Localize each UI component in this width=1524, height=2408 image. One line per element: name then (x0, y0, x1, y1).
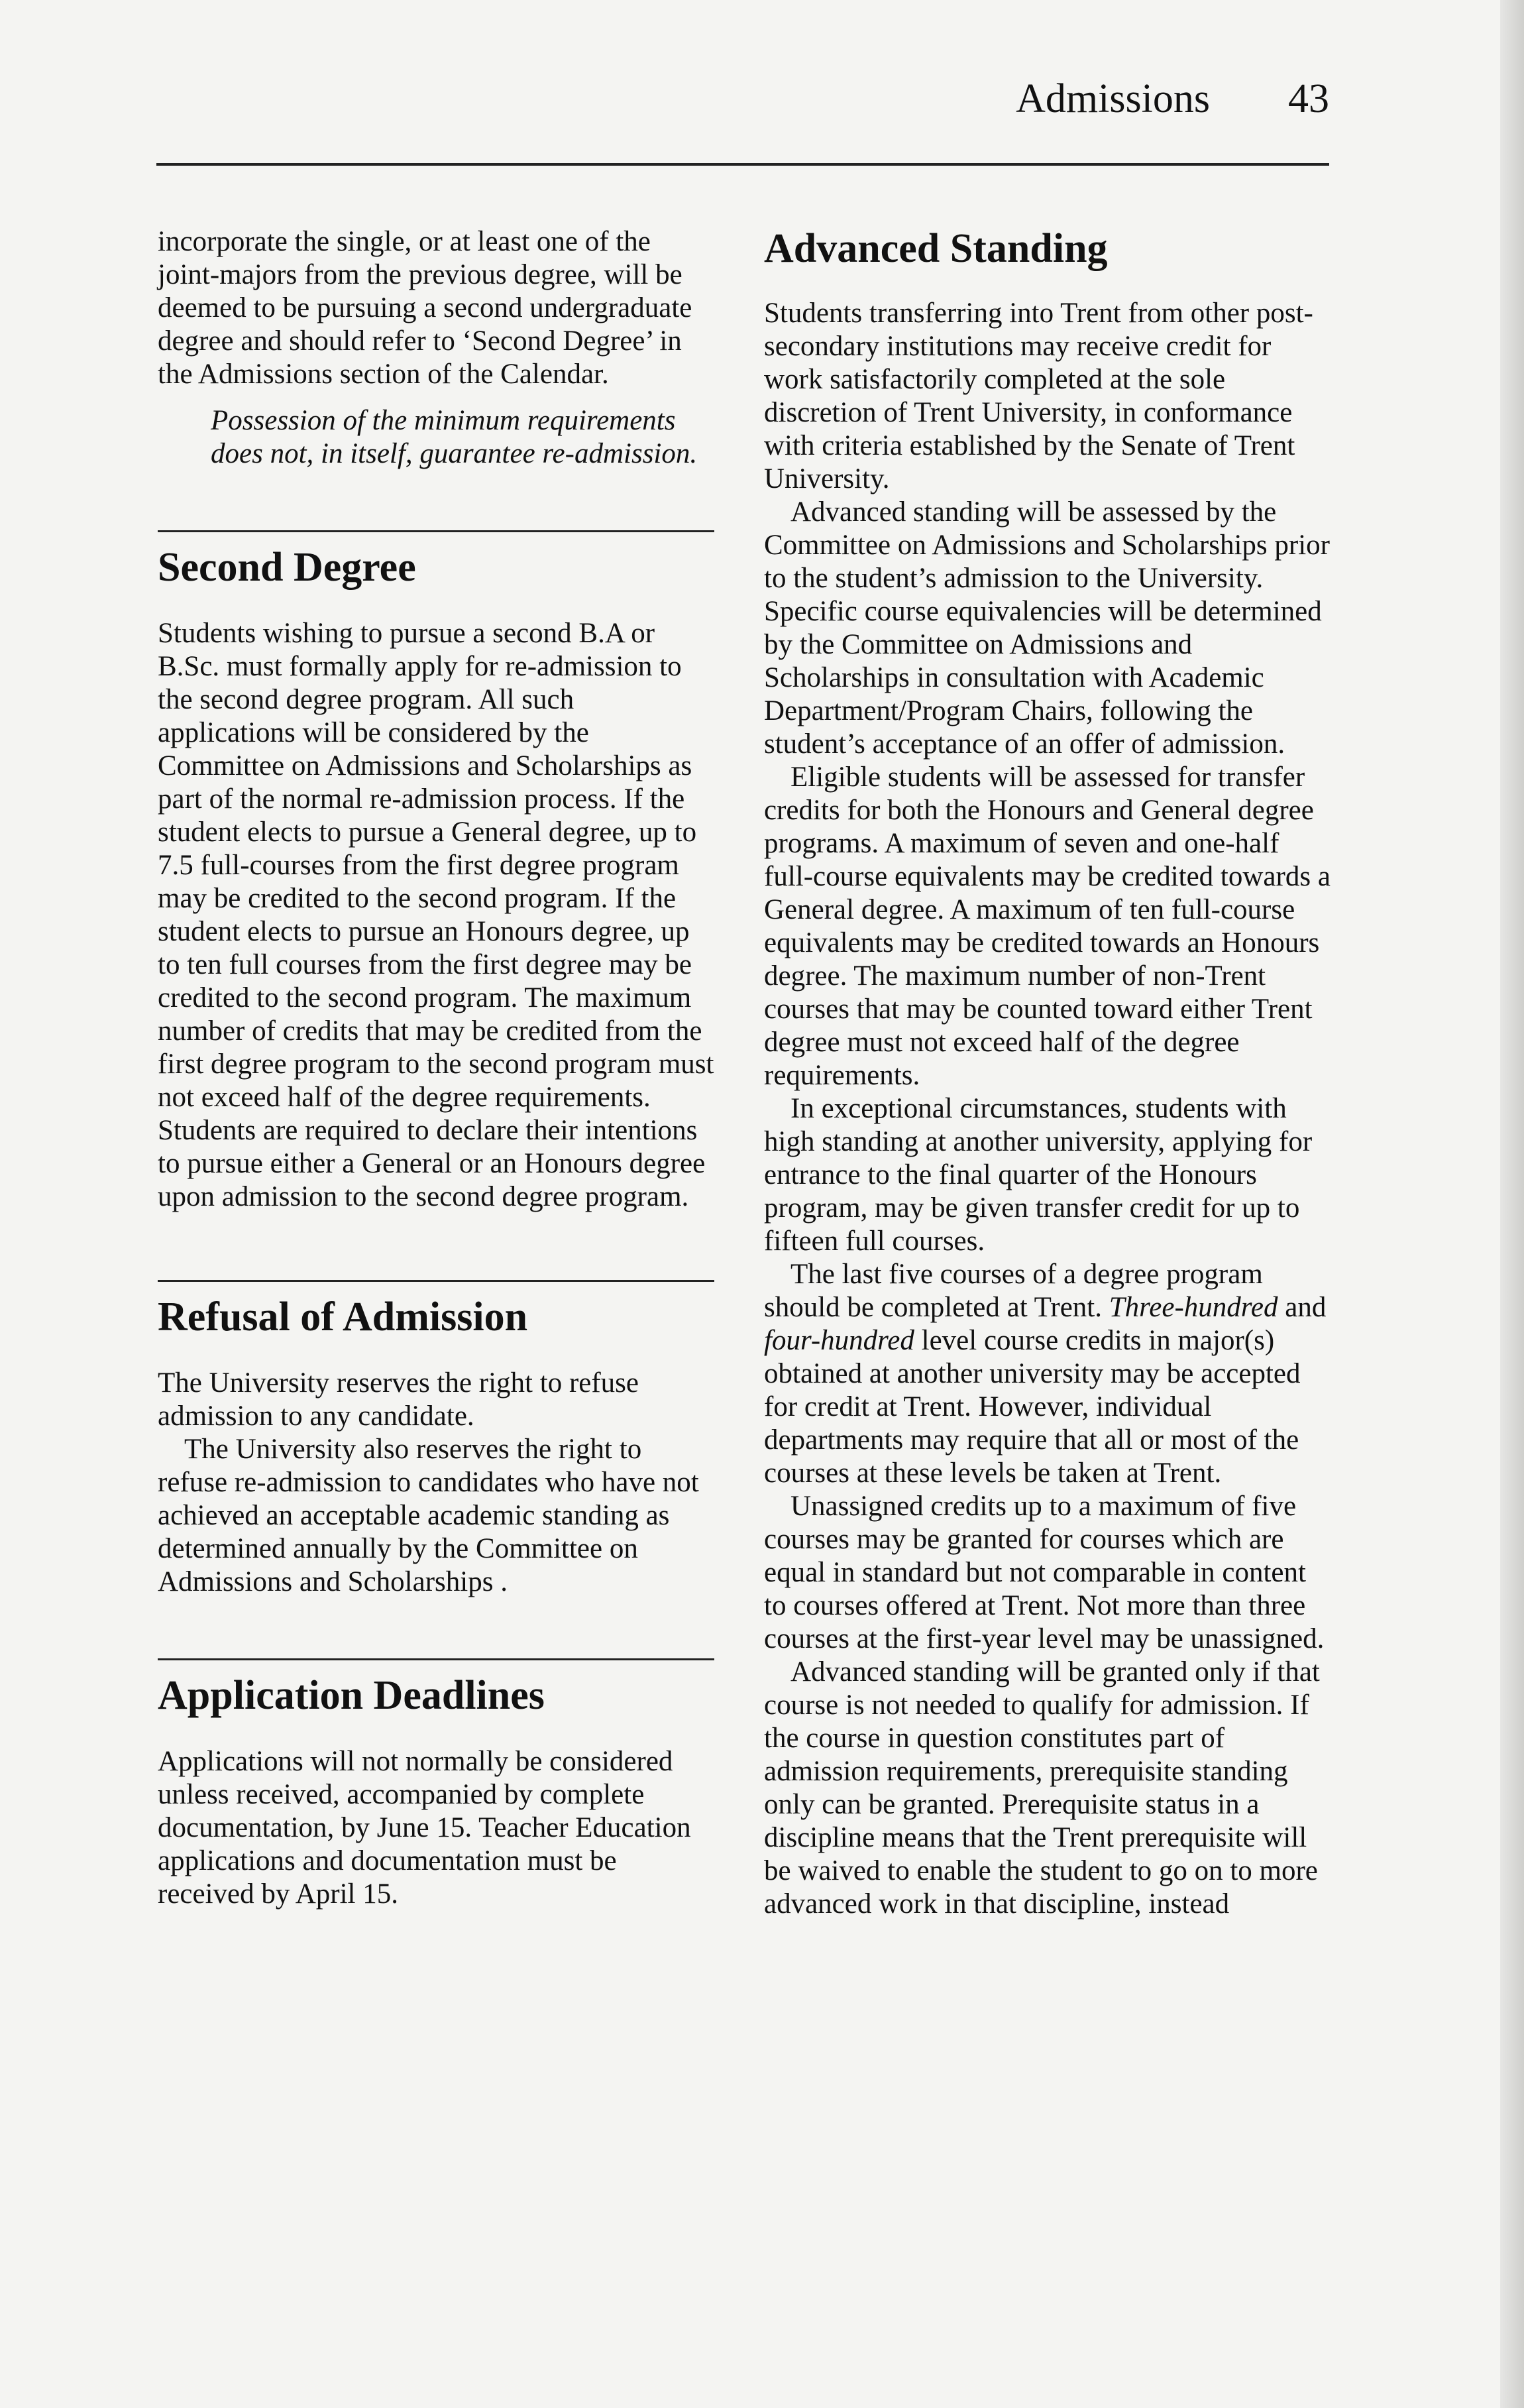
text-run: level course credits in major(s) obtained at another university may be accepted for credit at Trent. However, individual departments may require that all or most of the courses at these levels be taken at Trent. (764, 1325, 1301, 1489)
section-heading-second-degree: Second Degree (158, 545, 416, 590)
running-header-section-title: Admissions (1016, 76, 1210, 121)
second-degree-paragraph: Students wishing to pursue a second B.A or B.Sc. must formally apply for re-admission to the second degree program. All such applications will be considered by the Committee on Admissions and Scholarships as part of the normal re-admission process. If the student elects to pursue a General degree, up to 7.5 full-courses from the first degree program may be credited to the second program. If the student elects to pursue an Honours degree, up to ten full courses from the first degree may be credited to the second program. The maximum number of credits that may be credited from the first degree program to the second program must not exceed half of the degree requirements. Students are required to declare their intentions to pursue either a General or an Honours degree upon admission to the second degree program. (158, 618, 714, 1212)
left-column (158, 225, 714, 1911)
advanced-standing-paragraph: Advanced standing will be granted only if that course is not needed to qualify for admission. If the course in question constitutes part of admission requirements, prerequisite standing only can be granted. Prerequisite status in a discipline means that the Trent prerequisite will be waived to enable the student to go on to more advanced work in that discipline, instead (764, 1656, 1320, 1920)
advanced-standing-paragraph: Eligible students will be assessed for transfer credits for both the Honours and General degree programs. A maximum of seven and one-half full-course equivalents may be credited towards a General degree. A maximum of ten full-course equivalents may be credited towards an Honours degree. The maximum number of non-Trent courses that may be counted toward either Trent degree must not exceed half of the degree requirements. (764, 762, 1331, 1091)
deadlines-paragraph: Applications will not normally be considered unless received, accompanied by complete documentation, by June 15. Teacher Education applications and documentation must be received by April 15. (158, 1746, 691, 1910)
right-column (764, 225, 1334, 1921)
section-heading-refusal: Refusal of Admission (158, 1294, 528, 1340)
section-divider (158, 1280, 714, 1282)
section-heading-deadlines: Application Deadlines (158, 1673, 545, 1718)
advanced-standing-paragraph: Students transferring into Trent from other post-secondary institutions may receive credit for work satisfactorily completed at the sole discretion of Trent University, in conformance with criteria established by the Senate of Trent University. (764, 298, 1313, 494)
page-number: 43 (1288, 76, 1329, 121)
advanced-standing-paragraph: In exceptional circumstances, students with high standing at another university, applying for entrance to the final quarter of the Honours program, may be given transfer credit for up to fifteen full courses. (764, 1093, 1313, 1257)
section-divider (158, 1658, 714, 1660)
header-divider (156, 163, 1329, 166)
advanced-standing-paragraph (764, 1258, 1334, 1490)
continued-paragraph: incorporate the single, or at least one of the joint-majors from the previous degree, will be deemed to be pursuing a second undergraduate degree and should refer to ‘Second Degree’ in the Admissions section of the Calendar. (158, 226, 692, 390)
emphasis-four-hundred: four-hundred (764, 1325, 914, 1356)
advanced-standing-paragraph: Unassigned credits up to a maximum of five courses may be granted for courses which are equal in standard but not comparable in content to courses offered at Trent. Not more than three courses at the first-year level may be unassigned. (764, 1491, 1325, 1654)
page-edge-shadow (1500, 0, 1524, 2408)
emphasis-three-hundred: Three-hundred (1109, 1292, 1278, 1323)
text-run: and (1278, 1292, 1327, 1323)
section-divider (158, 530, 714, 532)
running-header (156, 66, 1329, 126)
text-run: The last five courses of a degree program should be completed at Trent. (764, 1259, 1263, 1323)
advanced-standing-paragraph: Advanced standing will be assessed by the Committee on Admissions and Scholarships prior to the student’s admission to the University. Specific course equivalencies will be determined by the Committee on Admissions and Scholarships in consultation with Academic Department/Program Chairs, following the student’s acceptance of an offer of admission. (764, 496, 1330, 760)
section-heading-advanced-standing: Advanced Standing (764, 226, 1108, 271)
readmission-note: Possession of the minimum requirements does not, in itself, guarantee re-admission. (211, 405, 698, 469)
refusal-paragraph: The University reserves the right to refuse admission to any candidate. (158, 1367, 639, 1432)
refusal-paragraph: The University also reserves the right to refuse re-admission to candidates who have not achieved an acceptable academic standing as determined annually by the Committee on Admissions and Scholarships . (158, 1434, 699, 1597)
